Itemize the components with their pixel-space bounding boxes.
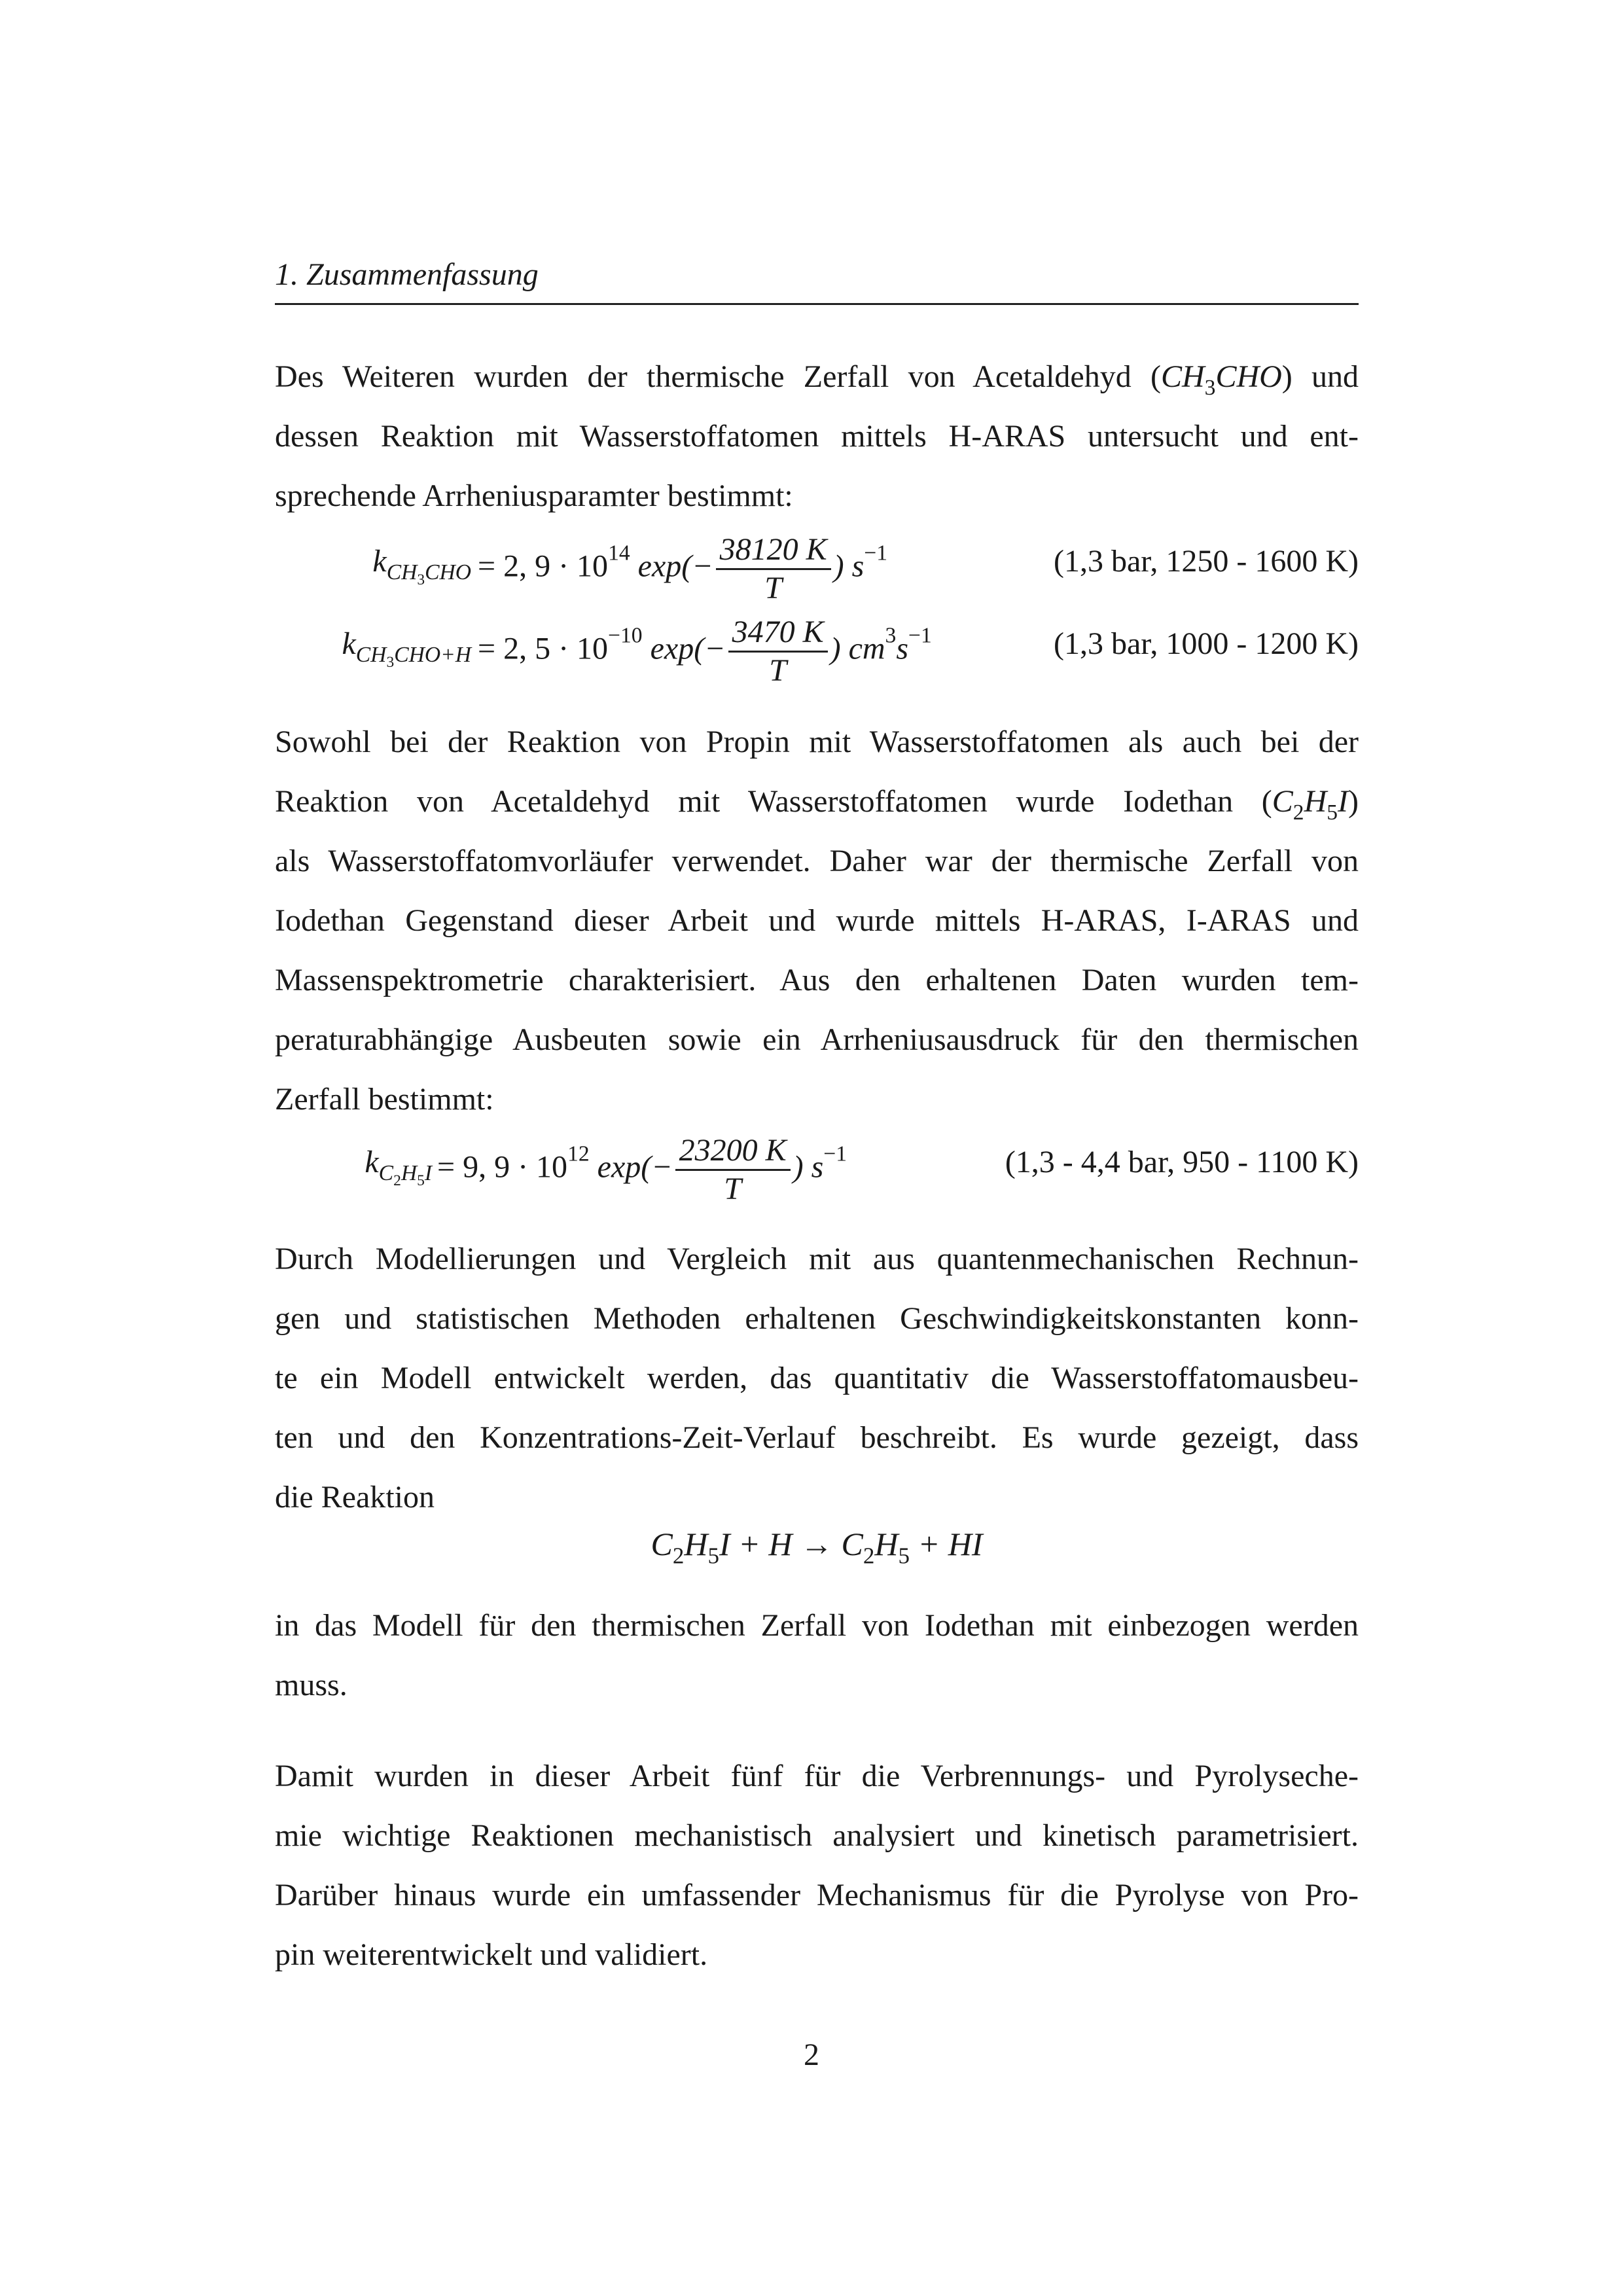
paragraph-5	[275, 1746, 1359, 1984]
text-line: muss.	[275, 1668, 348, 1702]
eq2-conditions: (1,3 bar, 1000 - 1200 K)	[1054, 626, 1359, 661]
eq2-rhs: = 2, $5 \cdot 10^{-10}$ exp(− $\frac{3470 K}{T}$ ) $cm^3s^{-1}$	[478, 615, 932, 688]
text-line: Zerfall bestimmt:	[275, 1082, 494, 1117]
text-line: als Wasserstoffatomvorläufer verwendet. Daher war der thermische Zerfall von	[275, 844, 1359, 878]
text-line: pin weiterentwickelt und validiert.	[275, 1937, 708, 1972]
eq1-lhs: $k_{CH_3CHO}$	[372, 544, 471, 588]
text-line: Reaktion von Acetaldehyd mit Wasserstoffatomen wurde Iodethan $(C_2H_5I)$	[275, 784, 1359, 825]
text-line: Sowohl bei der Reaktion von Propin mit Wasserstoffatomen als auch bei der	[275, 725, 1359, 759]
page-number: 2	[804, 2037, 819, 2072]
text-line: Massenspektrometrie charakterisiert. Aus den erhaltenen Daten wurden tem-	[275, 963, 1359, 997]
text-line: ten und den Konzentrations-Zeit-Verlauf beschreibt. Es wurde gezeigt, dass	[275, 1420, 1359, 1455]
text-line: Iodethan Gegenstand dieser Arbeit und wurde mittels H-ARAS, I-ARAS und	[275, 903, 1359, 938]
text-line: Durch Modellierungen und Vergleich mit aus quantenmechanischen Rechnun-	[275, 1242, 1359, 1276]
paragraph-2	[275, 712, 1359, 1129]
paragraph-1	[275, 347, 1359, 526]
text-line: gen und statistischen Methoden erhaltenen Geschwindigkeitskonstanten konn-	[275, 1301, 1359, 1336]
reaction-equation: $C_2H_5I + H \to C_2H_5$ + HI	[651, 1526, 983, 1569]
eq3-rhs: = 9, $9 \cdot 10^{12}$ exp(− $\frac{23200 K}{T}$ ) $s^{-1}$	[437, 1133, 847, 1206]
paragraph-4	[275, 1596, 1359, 1715]
eq2-lhs: $k_{CH_3CHO+H}$	[342, 626, 471, 671]
eq1-conditions: (1,3 bar, 1250 - 1600 K)	[1054, 544, 1359, 579]
text-line: dessen Reaktion mit Wasserstoffatomen mittels H-ARAS untersucht und ent-	[275, 419, 1359, 454]
equation-3	[275, 1132, 1359, 1211]
text-line: sprechende Arrheniusparamter bestimmt:	[275, 478, 793, 513]
text-line: peraturabhängige Ausbeuten sowie ein Arrheniusausdruck für den thermischen	[275, 1022, 1359, 1057]
header-title: 1. Zusammenfassung	[275, 257, 539, 292]
running-header	[275, 257, 1359, 305]
equation-2	[275, 614, 1359, 692]
text-line: Damit wurden in dieser Arbeit fünf für die Verbrennungs- und Pyrolyseche-	[275, 1759, 1359, 1793]
eq1-rhs: = 2, $9 \cdot 10^{14}$ exp(− $\frac{38120 K}{T}$ ) $s^{-1}$	[478, 532, 888, 605]
paragraph-3	[275, 1229, 1359, 1527]
text-line: Des Weiteren wurden der thermische Zerfall von Acetaldehyd $(CH_3CHO)$ und	[275, 359, 1359, 400]
text-line: in das Modell für den thermischen Zerfall von Iodethan mit einbezogen werden	[275, 1608, 1359, 1643]
text-line: Darüber hinaus wurde ein umfassender Mechanismus für die Pyrolyse von Pro-	[275, 1878, 1359, 1912]
eq3-conditions: (1,3 - 4,4 bar, 950 - 1100 K)	[1005, 1145, 1359, 1179]
equation-1	[275, 531, 1359, 610]
text-line: mie wichtige Reaktionen mechanistisch analysiert und kinetisch parametrisiert.	[275, 1818, 1359, 1853]
eq3-lhs: $k_{C_2H_5I}$	[365, 1145, 432, 1189]
text-line: te ein Modell entwickelt werden, das quantitativ die Wasserstoffatomausbeu-	[275, 1361, 1359, 1395]
text-line: die Reaktion	[275, 1480, 435, 1515]
